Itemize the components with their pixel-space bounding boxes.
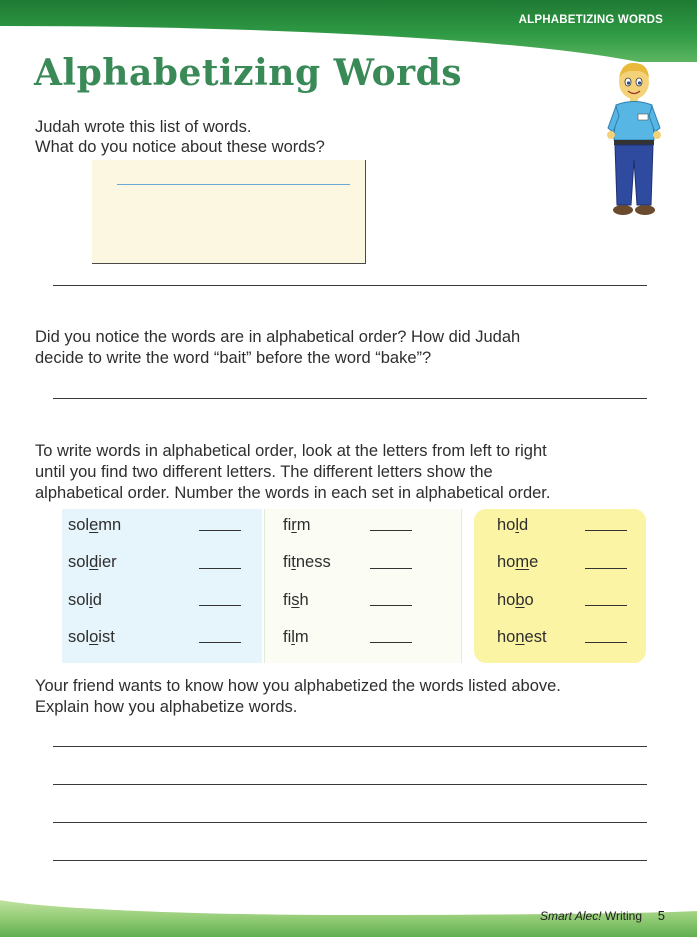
word-list-card [92,160,366,264]
footer-book-title: Smart Alec! Writing [539,909,642,923]
number-blank[interactable] [370,530,412,531]
number-blank[interactable] [585,530,627,531]
answer-line-5[interactable] [53,822,647,823]
word-item: solemn [68,516,122,534]
number-blank[interactable] [199,605,241,606]
instructions-line-1: To write words in alphabetical order, look at the letters from left to right [35,442,547,460]
instructions-line-3: alphabetical order. Number the words in each set in alphabetical order. [35,484,551,502]
word-item: firm [283,516,311,534]
word-item: home [497,553,539,571]
number-blank[interactable] [370,642,412,643]
intro-line-2: What do you notice about these words? [35,138,325,156]
number-blank[interactable] [370,605,412,606]
answer-line-4[interactable] [53,784,647,785]
number-blank[interactable] [199,642,241,643]
number-blank[interactable] [585,605,627,606]
number-blank[interactable] [585,642,627,643]
word-item: fitness [283,553,331,571]
word-item: honest [497,628,547,646]
instructions-line-2: until you find two different letters. The different letters show the [35,463,493,481]
word-item: soloist [68,628,115,646]
word-item: soldier [68,553,117,571]
answer-line-2[interactable] [53,398,647,399]
card-rule [117,184,350,185]
word-item: hobo [497,591,534,609]
answer-line-6[interactable] [53,860,647,861]
question2-line-1: Did you notice the words are in alphabetical order? How did Judah [35,328,521,346]
number-blank[interactable] [199,568,241,569]
word-item: film [283,628,309,646]
number-blank[interactable] [585,568,627,569]
intro-line-1: Judah wrote this list of words. [35,118,252,136]
answer-line-3[interactable] [53,746,647,747]
explain-line-2: Explain how you alphabetize words. [35,698,298,716]
section-tag: ALPHABETIZING WORDS [518,14,663,26]
page-number: 5 [657,908,665,923]
question2-line-2: decide to write the word “bait” before the word “bake”? [35,349,432,367]
word-item: hold [497,516,529,534]
answer-line-1[interactable] [53,285,647,286]
number-blank[interactable] [199,530,241,531]
word-item: solid [68,591,102,609]
explain-line-1: Your friend wants to know how you alphabetized the words listed above. [35,677,561,695]
number-blank[interactable] [370,568,412,569]
word-item: fish [283,591,309,609]
page-title: Alphabetizing Words [34,52,463,94]
